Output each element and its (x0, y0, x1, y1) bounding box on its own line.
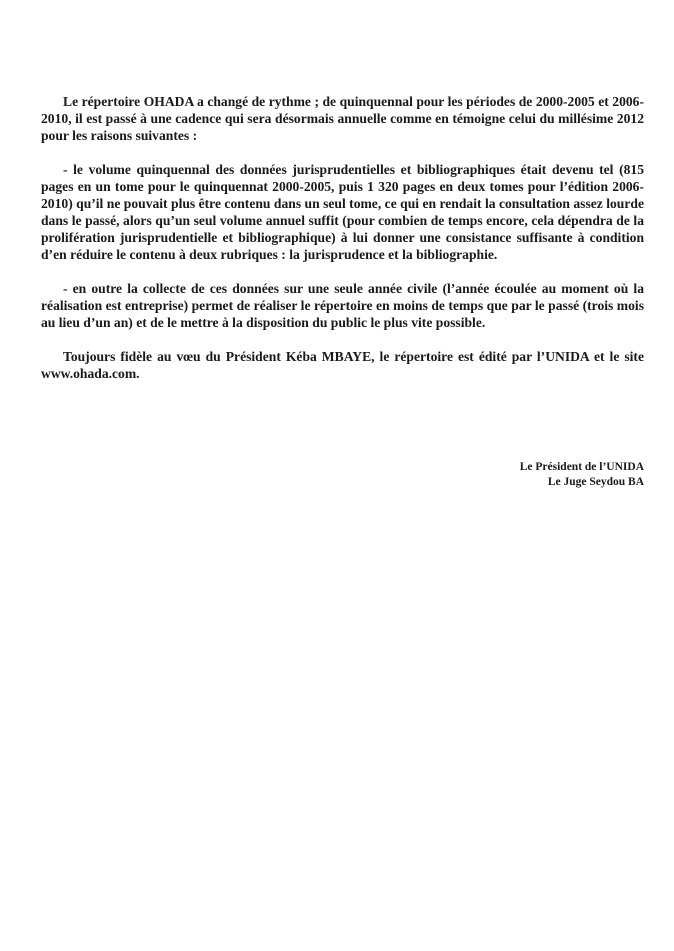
reason-volume-paragraph: - le volume quinquennal des données jurisprudentielles et bibliographiques était devenu tel (815 pages en un tome pour le quinquennat 2000-2005, puis 1 320 pages en deux tomes pour l’édition 2006-2010) qu’il ne pouvait plus être contenu dans un seul tome, ce qui en rendait la consultation assez lourde dans le passé, alors qu’un seul volume annuel suffit (pour combien de temps encore, cela dépendra de la prolifération jurisprudentielle et bibliographique) à lui donner une consistance suffisante à condition d’en réduire le contenu à deux rubriques : la jurisprudence et la bibliographie. (41, 162, 644, 262)
closing-paragraph: Toujours fidèle au vœu du Président Kéba MBAYE, le répertoire est édité par l’UNIDA et le site www.ohada.com. (41, 349, 644, 381)
reason-collection-paragraph: - en outre la collecte de ces données sur une seule année civile (l’année écoulée au moment où la réalisation est entreprise) permet de réaliser le répertoire en moins de temps que par le passé (trois mois au lieu d’un an) et de le mettre à la disposition du public le plus vite possible. (41, 281, 644, 330)
signature-name: Le Juge Seydou BA (547, 476, 644, 488)
signature-title: Le Président de l’UNIDA (519, 461, 644, 473)
signature-block (520, 460, 644, 490)
document-page (41, 93, 644, 488)
intro-paragraph: Le répertoire OHADA a changé de rythme ; de quinquennal pour les périodes de 2000-2005 et 2006-2010, il est passé à une cadence qui sera désormais annuelle comme en témoigne celui du millésime 2012 pour les raisons suivantes : (41, 94, 644, 143)
